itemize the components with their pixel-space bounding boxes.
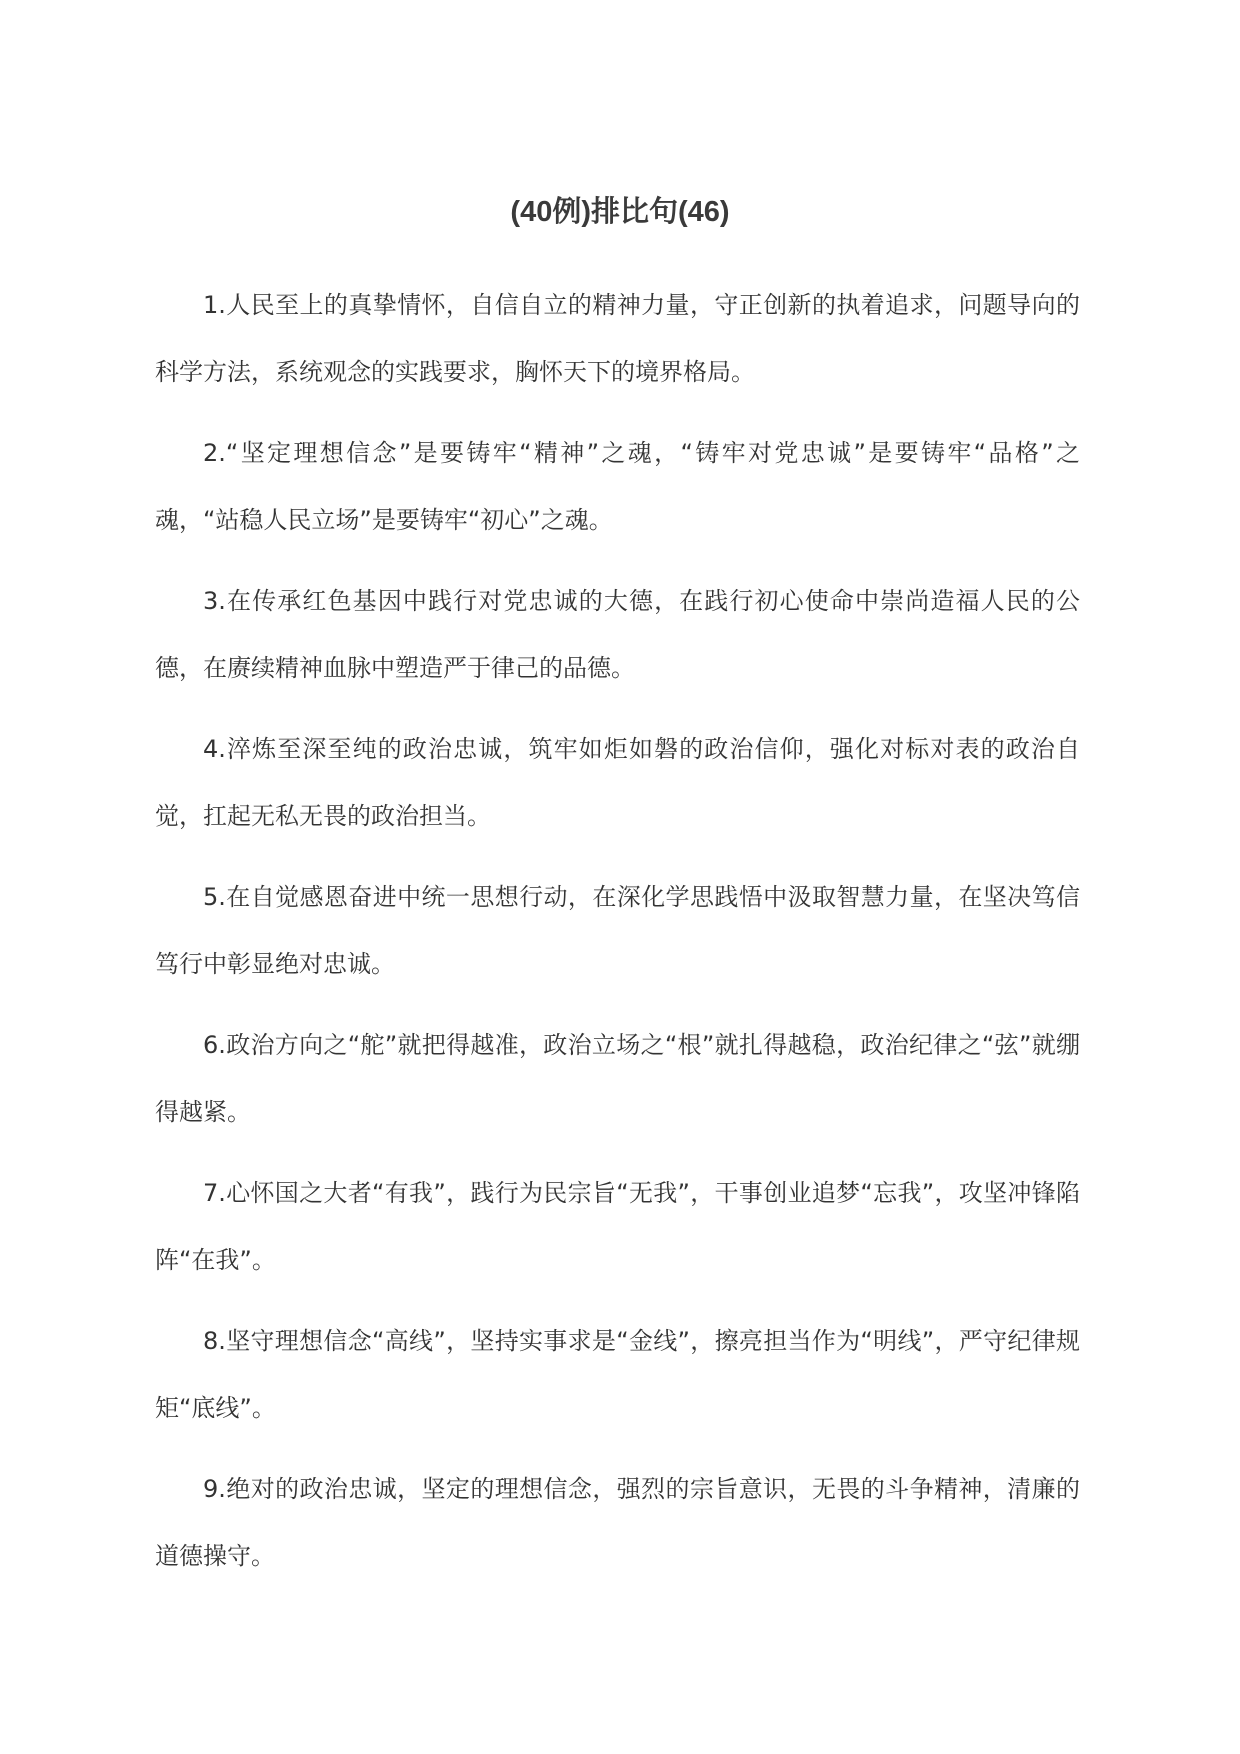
document-title: (40例)排比句(46): [510, 196, 730, 228]
paragraph-2: 2.“坚定理想信念”是要铸牢“精神”之魂，“铸牢对党忠诚”是要铸牢“品格”之魂，“站稳人民立场”是要铸牢“初心”之魂。: [155, 439, 1080, 534]
paragraph-7: 7.心怀国之大者“有我”，践行为民宗旨“无我”，干事创业追梦“忘我”，攻坚冲锋陷阵“在我”。: [155, 1179, 1080, 1274]
paragraph-3: 3.在传承红色基因中践行对党忠诚的大德，在践行初心使命中崇尚造福人民的公德，在赓续精神血脉中塑造严于律己的品德。: [155, 587, 1080, 682]
document-body: [155, 272, 1080, 1604]
paragraph-1: 1.人民至上的真挚情怀，自信自立的精神力量，守正创新的执着追求，问题导向的科学方法，系统观念的实践要求，胸怀天下的境界格局。: [155, 291, 1080, 386]
paragraph-5: 5.在自觉感恩奋进中统一思想行动，在深化学思践悟中汲取智慧力量，在坚决笃信笃行中彰显绝对忠诚。: [155, 883, 1080, 978]
paragraph-9: 9.绝对的政治忠诚，坚定的理想信念，强烈的宗旨意识，无畏的斗争精神，清廉的道德操守。: [155, 1475, 1080, 1570]
paragraph-8: 8.坚守理想信念“高线”，坚持实事求是“金线”，擦亮担当作为“明线”，严守纪律规矩“底线”。: [155, 1327, 1080, 1422]
paragraph-4: 4.淬炼至深至纯的政治忠诚，筑牢如炬如磐的政治信仰，强化对标对表的政治自觉，扛起无私无畏的政治担当。: [155, 735, 1080, 830]
paragraph-6: 6.政治方向之“舵”就把得越准，政治立场之“根”就扎得越稳，政治纪律之“弦”就绷得越紧。: [155, 1031, 1080, 1126]
